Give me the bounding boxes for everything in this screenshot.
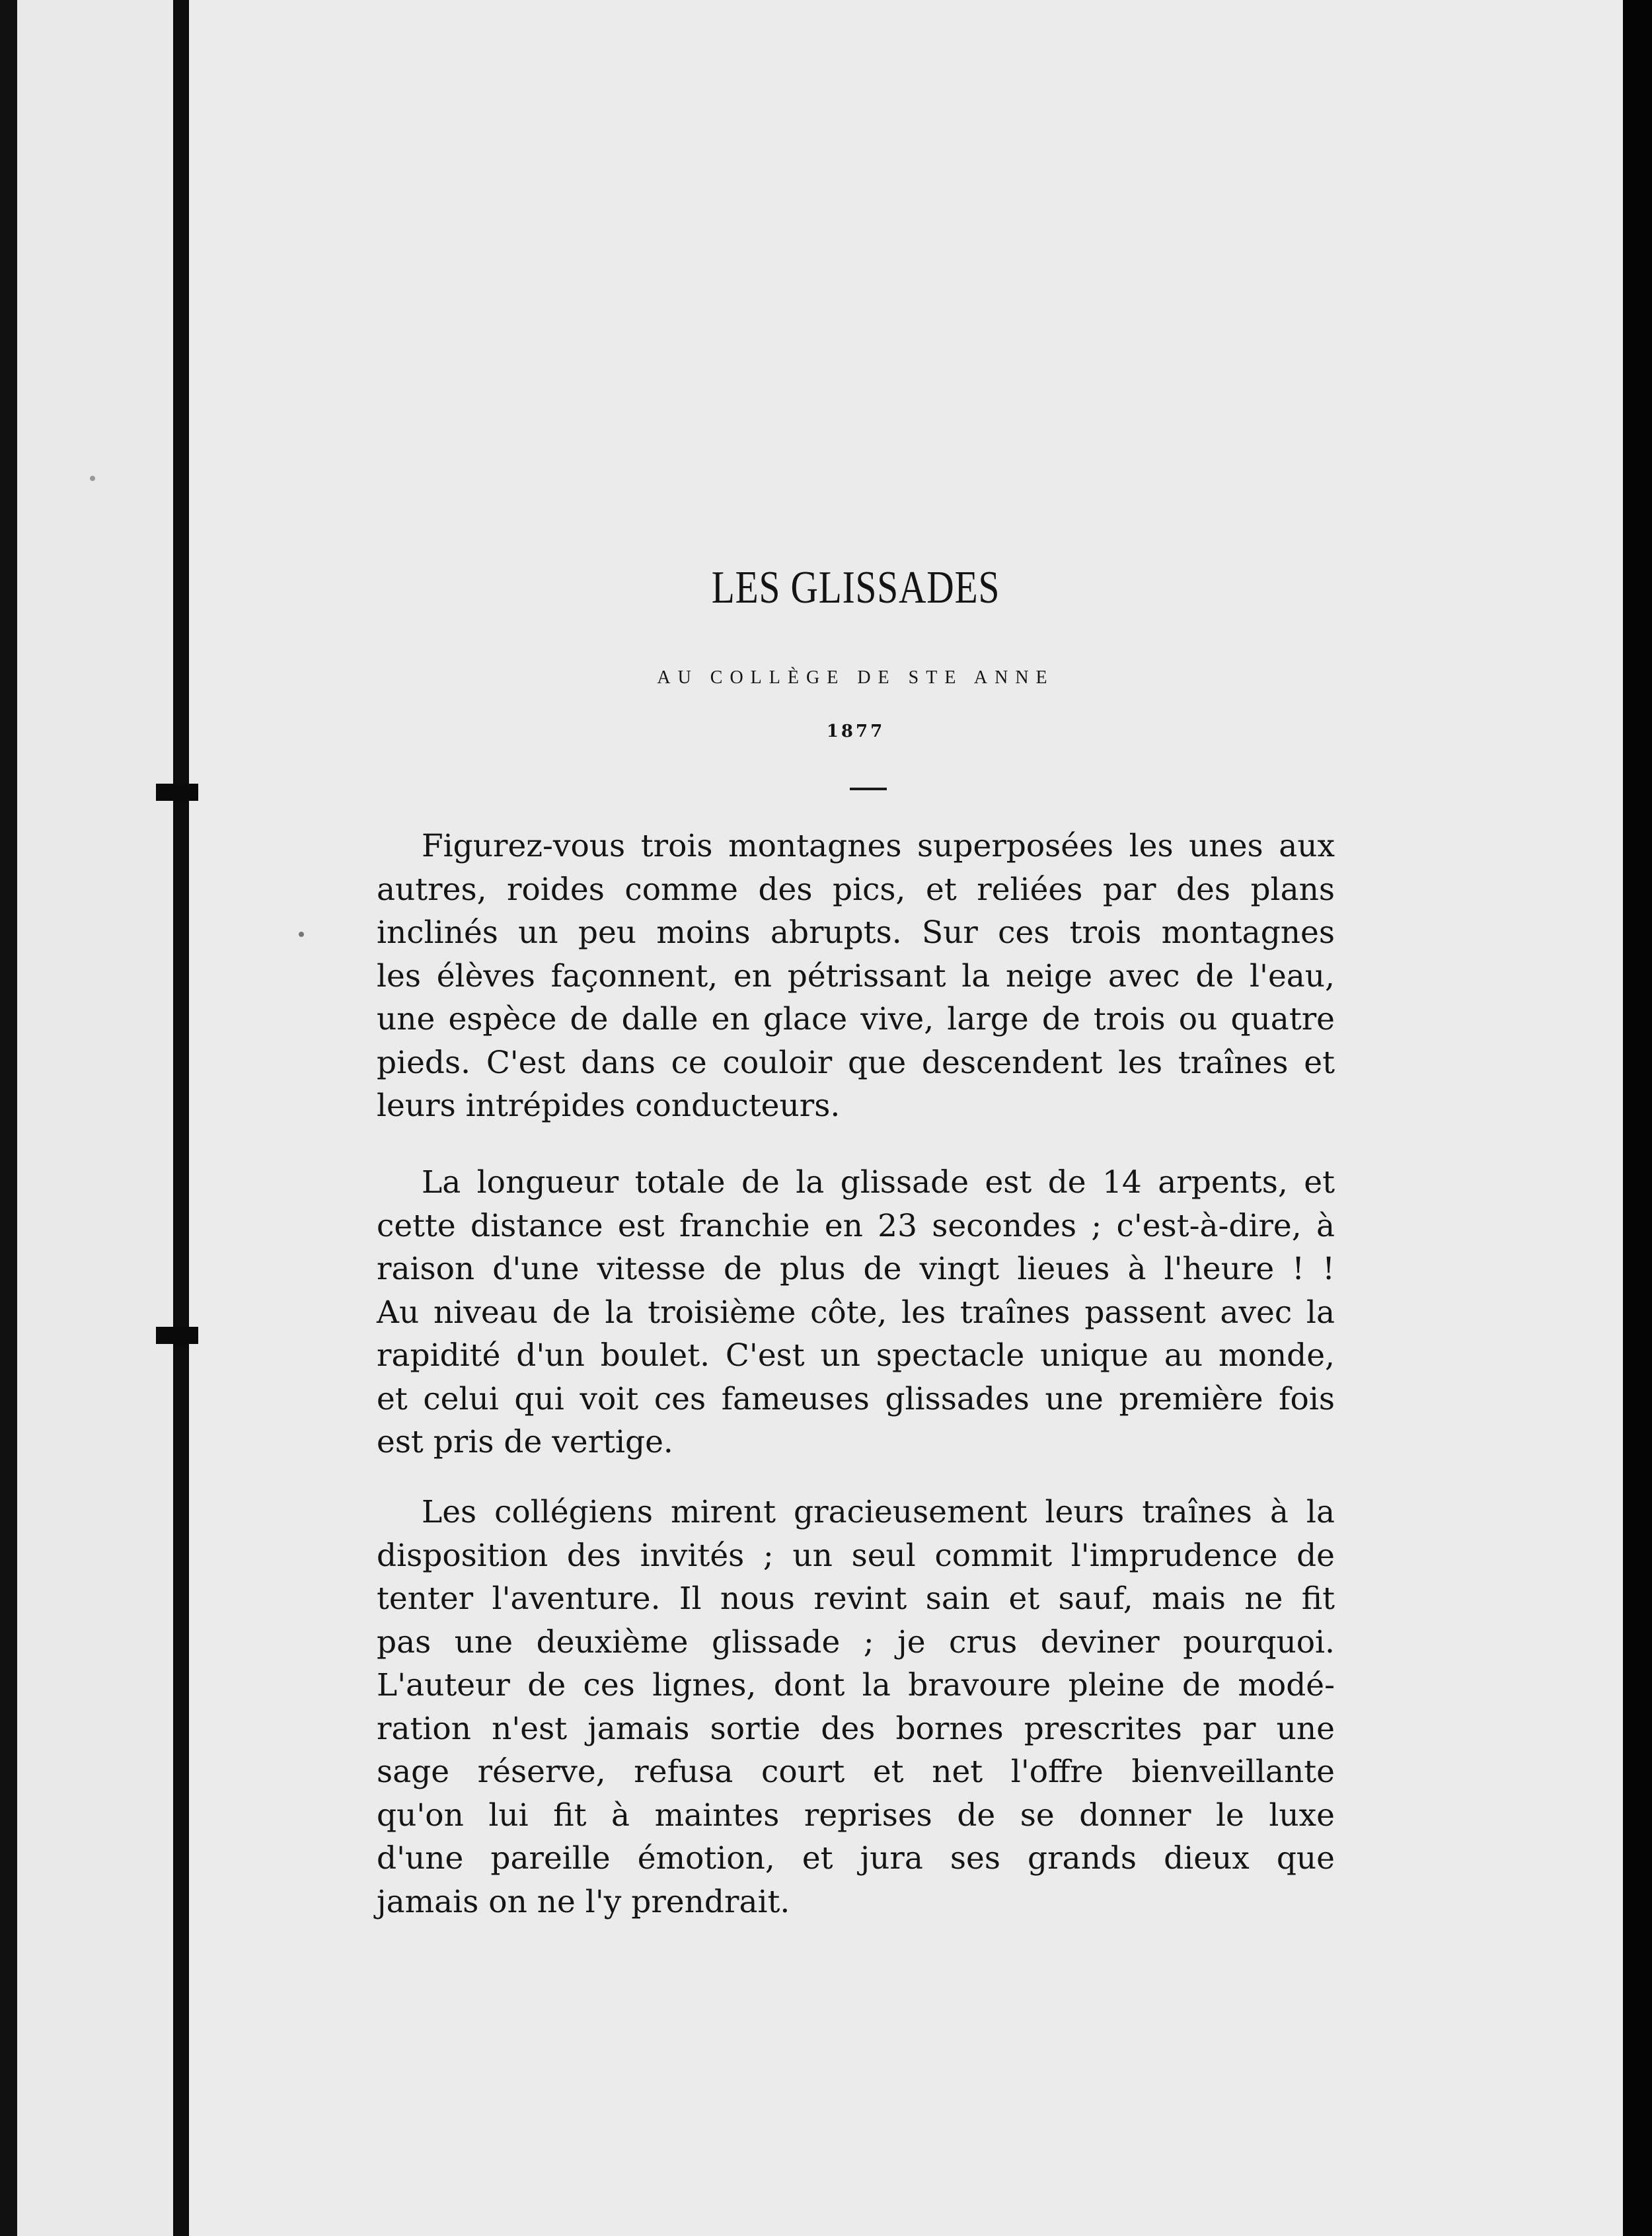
- paragraph-1: [377, 825, 1335, 1128]
- text-line: disposition des invités ; un seul commit l'imprudence de: [377, 1537, 1335, 1574]
- text-line: Au niveau de la troisième côte, les traînes passent avec la: [377, 1294, 1335, 1331]
- text-line: une espèce de dalle en glace vive, large de trois ou quatre: [377, 1001, 1335, 1037]
- text-line: ration n'est jamais sortie des bornes prescrites par une: [377, 1710, 1335, 1747]
- text-line: autres, roides comme des pics, et reliées par des plans: [377, 871, 1335, 908]
- page-year: 1877: [826, 722, 885, 741]
- text-line: pieds. C'est dans ce couloir que descendent les traînes et: [377, 1044, 1335, 1081]
- text-line: d'une pareille émotion, et jura ses grands dieux que: [377, 1840, 1335, 1877]
- section-rule: [850, 788, 887, 790]
- text-line: pas une deuxième glissade ; je crus deviner pourquoi.: [377, 1623, 1335, 1660]
- page-gutter: [173, 0, 189, 2236]
- binding-clip-mark: [156, 784, 198, 801]
- page-subtitle: AU COLLÈGE DE STE ANNE: [657, 667, 1055, 688]
- text-line: inclinés un peu moins abrupts. Sur ces trois montagnes: [377, 914, 1335, 951]
- text-line: jamais on ne l'y prendrait.: [377, 1883, 790, 1920]
- text-line: et celui qui voit ces fameuses glissades une première fois: [377, 1380, 1335, 1417]
- paragraph-2: [377, 1161, 1335, 1464]
- text-line: qu'on lui fit à maintes reprises de se donner le luxe: [377, 1797, 1335, 1834]
- text-line: Figurez-vous trois montagnes superposées les unes aux: [422, 828, 1335, 864]
- text-line: tenter l'aventure. Il nous revint sain et sauf, mais ne fit: [377, 1581, 1335, 1617]
- text-line: est pris de vertige.: [377, 1424, 673, 1460]
- text-line: leurs intrépides conducteurs.: [377, 1088, 841, 1124]
- text-line: L'auteur de ces lignes, dont la bravoure pleine de modé-: [377, 1667, 1335, 1703]
- binding-clip-mark: [156, 1327, 198, 1344]
- paragraph-3: [377, 1491, 1335, 1923]
- previous-page-edge: [17, 0, 173, 2236]
- page-title: LES GLISSADES: [711, 562, 1000, 613]
- right-scan-border: [1623, 0, 1652, 2236]
- text-line: rapidité d'un boulet. C'est un spectacle unique au monde,: [377, 1337, 1335, 1374]
- text-line: les élèves façonnent, en pétrissant la neige avec de l'eau,: [377, 957, 1335, 994]
- text-line: Les collégiens mirent gracieusement leurs traînes à la: [422, 1494, 1335, 1530]
- paper-speck: [90, 476, 95, 481]
- text-line: cette distance est franchie en 23 secondes ; c'est-à-dire, à: [377, 1207, 1335, 1244]
- text-line: raison d'une vitesse de plus de vingt lieues à l'heure ! !: [377, 1251, 1335, 1287]
- text-line: sage réserve, refusa court et net l'offre bienveillante: [377, 1754, 1335, 1790]
- text-line: La longueur totale de la glissade est de 14 arpents, et: [422, 1164, 1335, 1201]
- paper-speck: [299, 932, 304, 937]
